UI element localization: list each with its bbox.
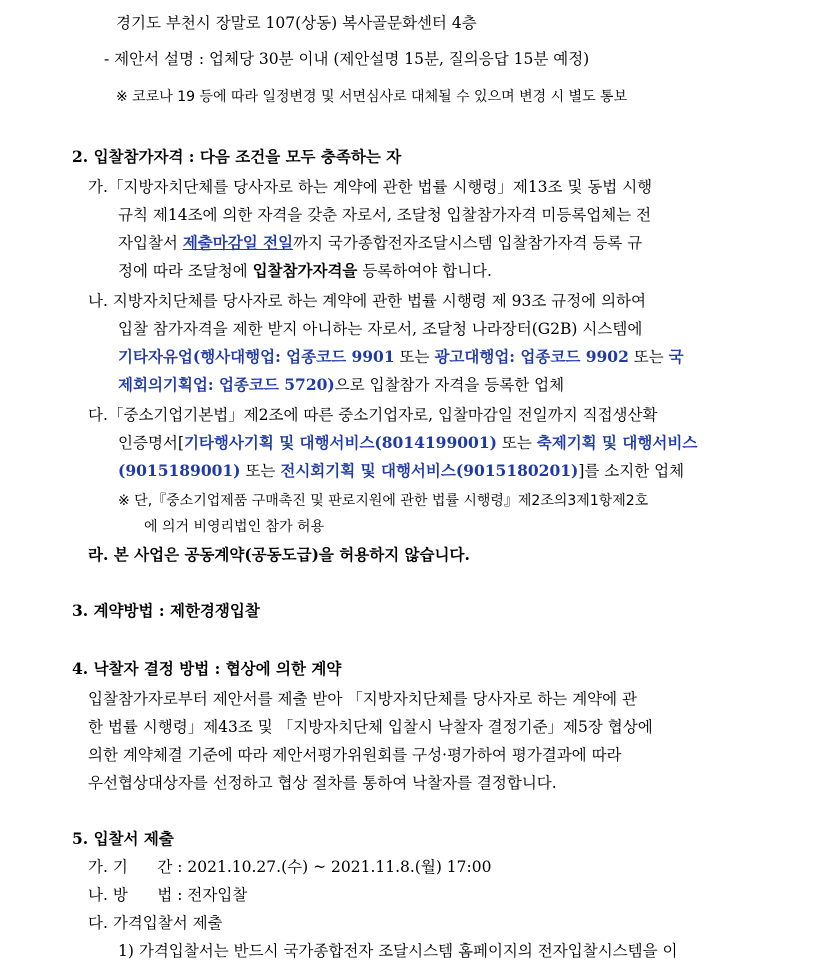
sec2-ga-line2: 규칙 제14조에 의한 자격을 갖춘 자로서, 조달청 입찰참가자격 미등록업체는 전: [118, 206, 652, 224]
sec2-na-line3: 기타자유업(행사대행업: 업종코드 9901 또는 광고대행업: 업종코드 9902 또는 국: [118, 347, 684, 366]
bid-period: 가. 기 간 : 2021.10.27.(수) ~ 2021.11.8.(월) 17:00: [88, 858, 492, 876]
industry-code-5720: 제회의기획업: 업종코드 5720): [118, 375, 335, 394]
sec2-da-line2: 인증명서[기타행사기획 및 대행서비스(8014199001) 또는 축제기획 및 대행서비스: [118, 433, 698, 452]
sec2-ga-line3: 자입찰서 제출마감일 전일까지 국가종합전자조달시스템 입찰참가자격 등록 규: [118, 233, 643, 252]
qualification-emphasis: 입찰참가자격을: [252, 261, 358, 280]
deadline-emphasis: 제출마감일 전일: [182, 233, 294, 252]
sec4-line2: 한 법률 시행령」제43조 및 「지방자치단체 입찰시 낙찰자 결정기준」제5장 협상에: [88, 718, 653, 736]
product-code-9015189001: (9015189001): [118, 461, 241, 480]
venue-address: 경기도 부천시 장말로 107(상동) 복사골문화센터 4층: [116, 14, 477, 32]
industry-code-9902: 광고대행업: 업종코드 9902: [434, 347, 629, 366]
sec4-line1: 입찰참가자로부터 제안서를 제출 받아 「지방자치단체를 당사자로 하는 계약에 관: [88, 690, 638, 708]
nonprofit-note: ※ 단,『중소기업제품 구매촉진 및 판로지원에 관한 법률 시행령』제2조의3제1항제2호: [118, 493, 649, 509]
price-bid-heading: 다. 가격입찰서 제출: [88, 914, 223, 932]
sec2-na-line2: 입찰 참가자격을 제한 받지 아니하는 자로서, 조달청 나라장터(G2B) 시스템에: [118, 320, 643, 338]
nonprofit-note-cont: 에 의거 비영리법인 참가 허용: [144, 519, 325, 535]
presentation-info: - 제안서 설명 : 업체당 30분 이내 (제안설명 15분, 질의응답 15분 예정): [104, 50, 590, 68]
covid-notice: ※ 코로나 19 등에 따라 일정변경 및 서면심사로 대체될 수 있으며 변경 시 별도 통보: [116, 89, 628, 105]
bid-method: 나. 방 법 : 전자입찰: [88, 886, 248, 904]
sec2-ga-line1: 가.「지방자치단체를 당사자로 하는 계약에 관한 법률 시행령」제13조 및 동법 시행: [88, 178, 653, 196]
sec4-line4: 우선협상대상자를 선정하고 협상 절차를 통하여 낙찰자를 결정합니다.: [88, 774, 557, 792]
sec4-line3: 의한 계약체결 기준에 따라 제안서평가위원회를 구성·평가하여 평가결과에 따라: [88, 746, 622, 764]
sec2-da-line1: 다.「중소기업기본법」제2조에 따른 중소기업자로, 입찰마감일 전일까지 직접생산확: [88, 406, 658, 424]
industry-code-9901: 기타자유업(행사대행업: 업종코드 9901: [118, 347, 395, 366]
section-4-heading: 4. 낙찰자 결정 방법 : 협상에 의한 계약: [72, 659, 342, 678]
sec2-na-line1: 나. 지방자치단체를 당사자로 하는 계약에 관한 법률 시행령 제 93조 규정에 의하여: [88, 292, 646, 310]
product-code-8014199001: 기타행사기획 및 대행서비스(8014199001): [183, 433, 497, 452]
sec2-na-line4: 제회의기획업: 업종코드 5720)으로 입찰참가 자격을 등록한 업체: [118, 375, 565, 394]
joint-contract-notice: 라. 본 사업은 공동계약(공동도급)을 허용하지 않습니다.: [88, 545, 470, 564]
sec2-ga-line4: 정에 따라 조달청에 입찰참가자격을 등록하여야 합니다.: [118, 261, 492, 280]
price-bid-item-1: 1) 가격입찰서는 반드시 국가종합전자 조달시스템 홈페이지의 전자입찰시스템을 이: [118, 942, 678, 960]
product-code-9015180201: 전시회기획 및 대행서비스(9015180201): [280, 461, 579, 480]
section-3-heading: 3. 계약방법 : 제한경쟁입찰: [72, 601, 260, 620]
section-2-heading: 2. 입찰참가자격 : 다음 조건을 모두 충족하는 자: [72, 147, 402, 166]
sec2-da-line3: (9015189001) 또는 전시회기획 및 대행서비스(9015180201)]를 소지한 업체: [118, 461, 685, 480]
section-5-heading: 5. 입찰서 제출: [72, 829, 174, 848]
